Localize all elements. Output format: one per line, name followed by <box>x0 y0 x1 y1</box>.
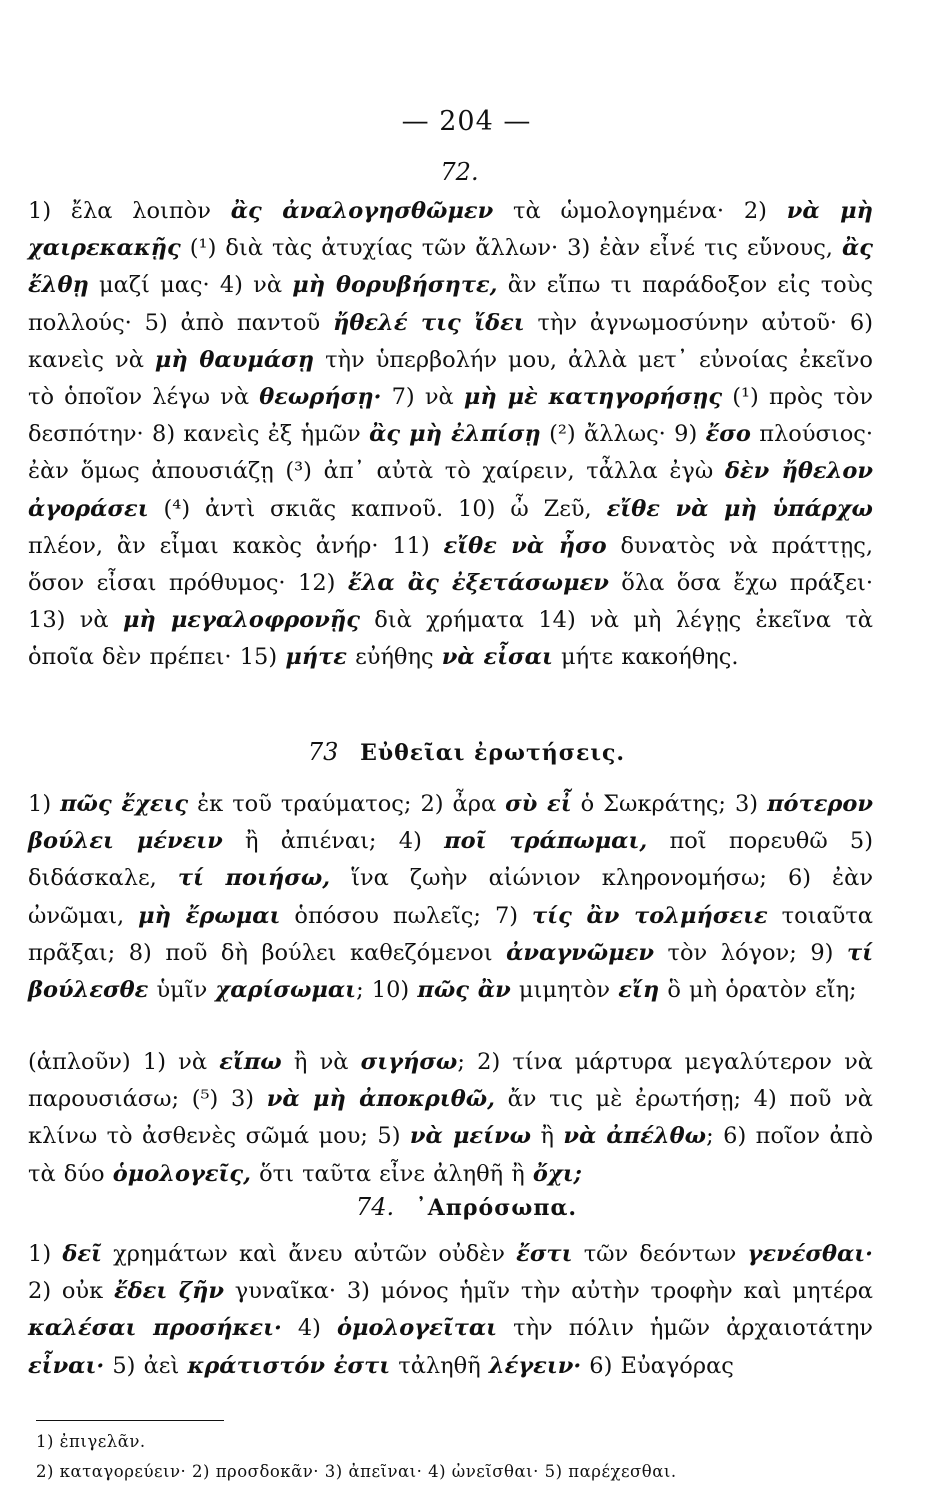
emphasized-phrase: ἔλα ἂς ἐξετάσωμεν <box>347 570 609 597</box>
emphasized-phrase: μὴ μεγαλοφρονῇς <box>122 607 360 634</box>
emphasized-phrase: χαρίσωμαι <box>215 977 357 1004</box>
emphasized-phrase: σιγήσω <box>360 1049 458 1075</box>
section-74-heading <box>0 1193 933 1221</box>
section-73-number: 73 <box>307 738 339 766</box>
emphasized-phrase: νὰ μὴ ἀποκριθῶ, <box>266 1086 495 1113</box>
section-74-text: 1) δεῖ χρημάτων καὶ ἄνευ αὐτῶν οὐδὲν ἔστι τῶν δεόντων γενέσθαι· 2) οὐκ ἔδει ζῆν γυναῖκα· 3) μόνος ἡμῖν τὴν αὐτὴν τροφὴν καὶ μητέρα καλέσαι προσήκει· 4) ὁμολογεῖται τὴν πόλιν ἡμῶν ἀρχαιοτάτην εἶναι· 5) ἀεὶ κράτιστόν ἐστι τἀληθῆ λέγειν· 6) Εὐαγόρας <box>28 1241 873 1379</box>
emphasized-phrase: ἤθελέ τις ἴδει <box>333 309 525 336</box>
emphasized-phrase: πῶς ἔχεις <box>60 791 189 817</box>
emphasized-phrase: νὰ μείνω <box>409 1123 532 1150</box>
emphasized-phrase: ὁμολογεῖται <box>337 1315 498 1342</box>
section-72-heading <box>0 158 933 186</box>
section-73-title: Εὐθεῖαι ἐρωτήσεις. <box>360 740 626 766</box>
footnote-2: 2) καταγορεύειν· 2) προσδοκᾶν· 3) ἀπεῖναι· 4) ὠνεῖσθαι· 5) παρέχεσθαι. <box>36 1462 677 1481</box>
section-74-number: 74. <box>355 1193 395 1221</box>
emphasized-phrase: ἔστι <box>516 1241 573 1267</box>
emphasized-phrase: νὰ εἶσαι <box>441 644 553 671</box>
section-72-number: 72. <box>440 158 479 186</box>
emphasized-phrase: δεῖ <box>62 1241 102 1267</box>
section-72-text: 1) ἔλα λοιπὸν ἂς ἀναλογησθῶμεν τὰ ὡμολογημένα· 2) νὰ μὴ χαιρεκακῇς (¹) διὰ τὰς ἀτυχίας τῶν ἄλλων· 3) ἐὰν εἶνέ τις εὔνους, ἂς ἔλθῃ μαζί μας· 4) νὰ μὴ θορυβήσητε, ἂν εἴπω τι παράδοξον εἰς τοὺς πολλούς· 5) ἀπὸ παντοῦ ἤθελέ τις ἴδει τὴν ἀγνωμοσύνην αὐτοῦ· 6) κανεὶς νὰ μὴ θαυμάσῃ τὴν ὑπερβολήν μου, ἀλλὰ μετ᾽ εὐνοίας ἐκεῖνο τὸ ὁποῖον λέγω νὰ θεωρήσῃ· 7) νὰ μὴ μὲ κατηγορήσῃς (¹) πρὸς τὸν δεσπότην· 8) κανεὶς ἐξ ἡμῶν ἂς μὴ ἐλπίσῃ (²) ἄλλως· 9) ἔσο πλούσιος· ἐὰν ὅμως ἀπουσιάζῃ (³) ἀπ᾽ αὐτὰ τὸ χαίρειν, τἆλλα ἐγὼ δὲν ἤθελον ἀγοράσει (⁴) ἀντὶ σκιᾶς καπνοῦ. 10) ὦ Ζεῦ, εἴθε νὰ μὴ ὑπάρχω πλέον, ἂν εἶμαι κακὸς ἀνήρ· 11) εἴθε νὰ ἦσο δυνατὸς νὰ πράττῃς, ὅσον εἶσαι πρόθυμος· 12) ἔλα ἂς ἐξετάσωμεν ὅλα ὅσα ἔχω πράξει· 13) νὰ μὴ μεγαλοφρονῇς διὰ χρήματα 14) νὰ μὴ λέγῃς ἐκεῖνα τὰ ὁποῖα δὲν πρέπει· 15) μήτε εὐήθης νὰ εἶσαι μήτε κακοήθης. <box>28 198 874 671</box>
section-74-title: ᾽Απρόσωπα. <box>415 1195 578 1221</box>
emphasized-phrase: μήτε <box>285 644 347 671</box>
emphasized-phrase: μὴ μὲ κατηγορήσῃς <box>463 384 723 411</box>
footnote-divider <box>36 1420 224 1421</box>
emphasized-phrase: γενέσθαι· <box>747 1241 873 1267</box>
emphasized-phrase: ὁμολογεῖς, <box>112 1160 251 1187</box>
emphasized-phrase: δὲν ἤθελον ἀγοράσει <box>28 458 873 522</box>
emphasized-phrase: ποῖ τράπωμαι, <box>444 828 648 855</box>
emphasized-phrase: πότερον βούλει μένειν <box>28 791 873 855</box>
emphasized-phrase: μὴ θορυβήσητε, <box>292 272 498 299</box>
page-number: — 204 — <box>401 106 532 137</box>
emphasized-phrase: νὰ ἀπέλθω <box>563 1123 707 1150</box>
emphasized-phrase: νὰ μὴ χαιρεκακῇς <box>28 198 873 262</box>
section-73-text-simple: (ἁπλοῦν) 1) νὰ εἴπω ἢ νὰ σιγήσω; 2) τίνα μάρτυρα μεγαλύτερον νὰ παρουσιάσω; (⁵) 3) νὰ μὴ ἀποκριθῶ, ἄν τις μὲ ἐρωτήσῃ; 4) ποῦ νὰ κλίνω τὸ ἀσθενὲς σῶμά μου; 5) νὰ μείνω ἢ νὰ ἀπέλθω; 6) ποῖον ἀπὸ τὰ δύο ὁμολογεῖς, ὅτι ταῦτα εἶνε ἀληθῆ ἢ ὄχι; <box>28 1049 874 1187</box>
emphasized-phrase: εἴθε νὰ ἦσο <box>443 532 607 559</box>
emphasized-phrase: ἔσο <box>705 421 751 448</box>
emphasized-phrase: ἂς ἔλθῃ <box>28 235 873 299</box>
emphasized-phrase: θεωρήσῃ· <box>259 384 382 411</box>
emphasized-phrase: κράτιστόν ἐστι <box>187 1352 391 1379</box>
emphasized-phrase: τίς ἂν τολμήσειε <box>532 902 768 929</box>
emphasized-phrase: τί βούλεσθε <box>28 939 873 1004</box>
emphasized-phrase: μὴ ἔρωμαι <box>138 902 281 929</box>
emphasized-phrase: σὺ εἶ <box>505 791 572 817</box>
emphasized-phrase: ἂς μὴ ἐλπίσῃ <box>369 421 541 448</box>
emphasized-phrase: εἴη <box>618 977 660 1004</box>
emphasized-phrase: λέγειν· <box>488 1352 582 1379</box>
footnote-1: 1) ἐπιγελᾶν. <box>36 1432 146 1451</box>
emphasized-phrase: πῶς ἂν <box>417 977 511 1004</box>
emphasized-phrase: ἀναγνῶμεν <box>506 939 654 966</box>
emphasized-phrase: τί ποιήσω, <box>177 865 331 892</box>
emphasized-phrase: εἴθε νὰ μὴ ὑπάρχω <box>606 495 873 522</box>
emphasized-phrase: εἴπω <box>219 1049 282 1075</box>
section-73-heading <box>0 738 933 766</box>
emphasized-phrase: εἶναι· <box>28 1352 105 1379</box>
emphasized-phrase: ἂς ἀναλογησθῶμεν <box>230 198 494 224</box>
emphasized-phrase: μὴ θαυμάσῃ <box>154 346 315 373</box>
emphasized-phrase: καλέσαι προσήκει· <box>28 1315 282 1342</box>
emphasized-phrase: ἔδει ζῆν <box>113 1278 224 1305</box>
section-73-text: 1) πῶς ἔχεις ἐκ τοῦ τραύματος; 2) ἆρα σὺ εἶ ὁ Σωκράτης; 3) πότερον βούλει μένειν ἢ ἀπιέναι; 4) ποῖ τράπωμαι, ποῖ πορευθῶ 5) διδάσκαλε, τί ποιήσω, ἵνα ζωὴν αἰώνιον κληρονομήσω; 6) ἐὰν ὠνῶμαι, μὴ ἔρωμαι ὁπόσου πωλεῖς; 7) τίς ἂν τολμήσειε τοιαῦτα πρᾶξαι; 8) ποῦ δὴ βούλει καθεζόμενοι ἀναγνῶμεν τὸν λόγον; 9) τί βούλεσθε ὑμῖν χαρίσωμαι; 10) πῶς ἂν μιμητὸν εἴη ὃ μὴ ὁρατὸν εἴη; <box>28 791 874 1004</box>
emphasized-phrase: ὄχι; <box>532 1160 582 1187</box>
